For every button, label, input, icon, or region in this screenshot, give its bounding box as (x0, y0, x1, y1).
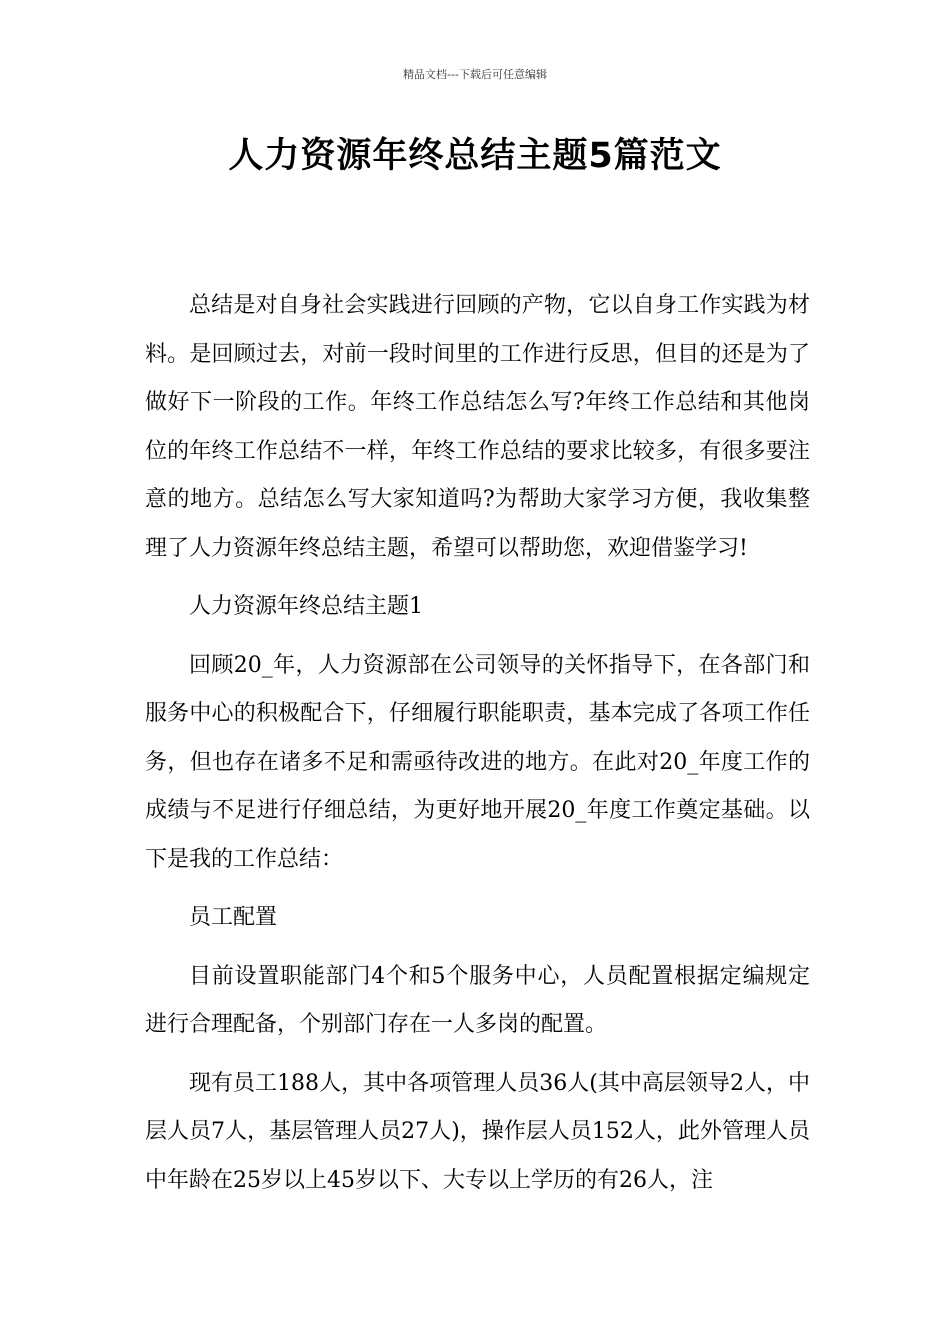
section-heading-1: 人力资源年终总结主题1 (189, 594, 423, 619)
page-header-note: 精品文档---下载后可任意编辑 (403, 68, 547, 81)
document-title: 人力资源年终总结主题5篇范文 (228, 136, 722, 176)
employee-count-paragraph: 现有员工188人，其中各项管理人员36人(其中高层领导2人，中层人员7人，基层管理人员27人)，操作层人员152人，此外管理人员中年龄在25岁以上45岁以下、大专以上学历的有26人，注 (145, 1070, 810, 1193)
document-body (145, 282, 810, 1215)
intro-paragraph: 总结是对自身社会实践进行回顾的产物，它以自身工作实践为材料。是回顾过去，对前一段时间里的工作进行反思，但目的还是为了做好下一阶段的工作。年终工作总结怎么写?年终工作总结和其他岗位的年终工作总结不一样，年终工作总结的要求比较多，有很多要注意的地方。总结怎么写大家知道吗?为帮助大家学习方便，我收集整理了人力资源年终总结主题，希望可以帮助您，欢迎借鉴学习! (145, 293, 810, 561)
subsection-heading-staffing: 员工配置 (189, 905, 278, 930)
staffing-paragraph: 目前设置职能部门4个和5个服务中心，人员配置根据定编规定进行合理配备，个别部门存在一人多岗的配置。 (145, 963, 810, 1037)
review-paragraph: 回顾20_年，人力资源部在公司领导的关怀指导下，在各部门和服务中心的积极配合下，仔细履行职能职责，基本完成了各项工作任务，但也存在诸多不足和需亟待改进的地方。在此对20_年度工作的成绩与不足进行仔细总结，为更好地开展20_年度工作奠定基础。以下是我的工作总结： (145, 652, 810, 872)
